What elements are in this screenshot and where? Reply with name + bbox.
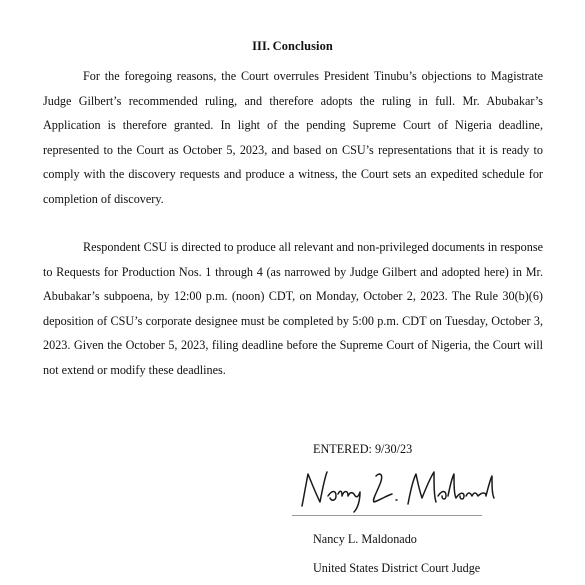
handwritten-signature <box>292 466 502 514</box>
judge-name: Nancy L. Maldonado <box>313 532 417 546</box>
entered-date: ENTERED: 9/30/23 <box>313 442 413 456</box>
judge-title: United States District Court Judge <box>313 561 481 575</box>
section-heading: III. Conclusion <box>252 39 333 53</box>
signature-line <box>292 515 482 516</box>
paragraph-2: Respondent CSU is directed to produce all relevant and non-privileged documents in response to Requests for Production Nos. 1 through 4 (as narrowed by Judge Gilbert and adopted here) in Mr. Abubakar’s subpoena, by 12:00 p.m. (noon) CDT, on Monday, October 2, 2023. The Rule 30(b)(6) deposition of CSU’s corporate designee must be completed by 5:00 p.m. CDT on Tuesday, October 3, 2023. Given the October 5, 2023, filing deadline before the Supreme Court of Nigeria, the Court will not extend or modify these deadlines. <box>43 240 543 377</box>
paragraph-1: For the foregoing reasons, the Court overrules President Tinubu’s objections to Magistrate Judge Gilbert’s recommended ruling, and therefore adopts the ruling in full. Mr. Abubakar’s Application is therefore granted. In light of the pending Supreme Court of Nigeria deadline, represented to the Court as October 5, 2023, and based on CSU’s representations that it is ready to comply with the discovery requests and produce a witness, the Court sets an expedited schedule for completion of discovery. <box>43 69 543 206</box>
